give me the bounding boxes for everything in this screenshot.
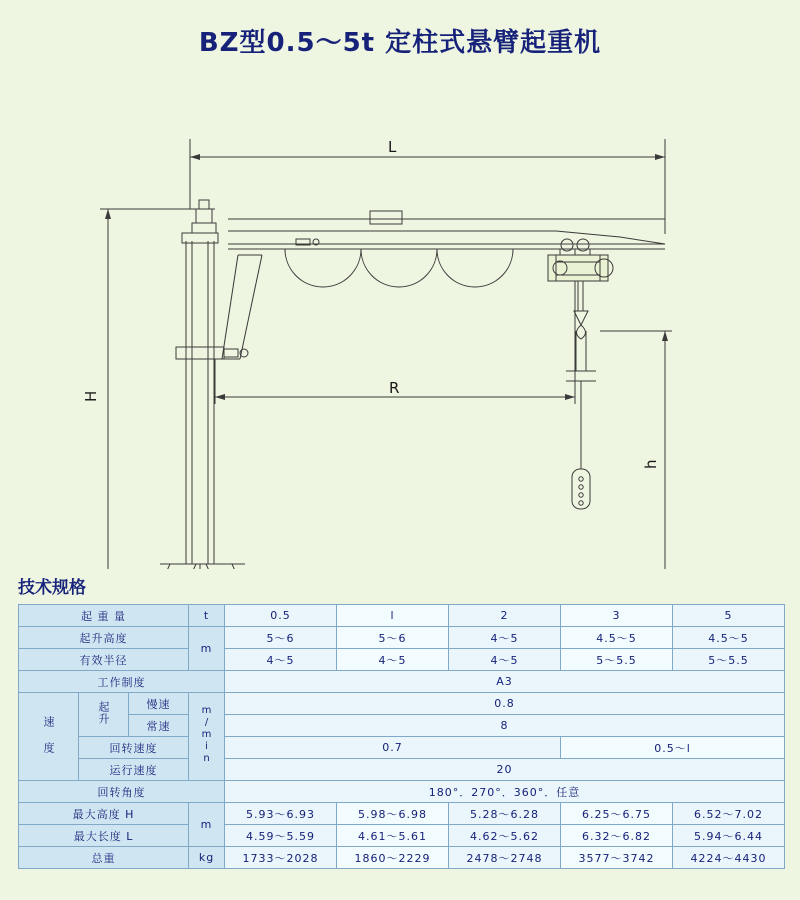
row-label-lift-height: 起升高度 [19, 627, 189, 649]
cell: 5 [673, 605, 785, 627]
cell: 4～5 [337, 649, 449, 671]
cell: 2478～2748 [449, 847, 561, 869]
cell: 5.93～6.93 [225, 803, 337, 825]
cell: 5～6 [337, 627, 449, 649]
page-title: BZ型0.5～5t 定柱式悬臂起重机 [198, 28, 602, 58]
cell: 4.62～5.62 [449, 825, 561, 847]
cell: 4.59～5.59 [225, 825, 337, 847]
group-speed: 速 度 [19, 693, 79, 781]
row-label-duty: 工作制度 [19, 671, 225, 693]
cell: 6.25～6.75 [561, 803, 673, 825]
table-row [19, 847, 785, 869]
cell: 1860～2229 [337, 847, 449, 869]
cell: 3 [561, 605, 673, 627]
row-label-capacity: 起 重 量 [19, 605, 189, 627]
cell: 8 [225, 715, 785, 737]
table-row [19, 825, 785, 847]
row-unit-speed: m/min [189, 693, 225, 781]
table-row [19, 671, 785, 693]
table-row [19, 715, 785, 737]
spec-table [18, 604, 785, 869]
cell: 5～6 [225, 627, 337, 649]
cell: 0.7 [225, 737, 561, 759]
cell: 20 [225, 759, 785, 781]
crane-drawing [0, 59, 800, 569]
cell: 180°．270°．360°．任意 [225, 781, 785, 803]
label-H: H [82, 390, 100, 402]
cell: l [337, 605, 449, 627]
row-label-slew-angle: 回转角度 [19, 781, 225, 803]
row-unit-capacity: t [189, 605, 225, 627]
cell: 4～5 [449, 627, 561, 649]
row-label-slow: 慢速 [129, 693, 189, 715]
cell: 6.52～7.02 [673, 803, 785, 825]
row-label-travel-speed: 运行速度 [79, 759, 189, 781]
cell: 3577～3742 [561, 847, 673, 869]
cell: 5.28～6.28 [449, 803, 561, 825]
table-row [19, 649, 785, 671]
spec-heading: 技术规格 [18, 578, 86, 598]
cell: 4.5～5 [673, 627, 785, 649]
table-row [19, 781, 785, 803]
label-R: R [389, 379, 400, 397]
table-row [19, 693, 785, 715]
row-label-slew-speed: 回转速度 [79, 737, 189, 759]
table-row [19, 627, 785, 649]
cell: 5～5.5 [561, 649, 673, 671]
crane-diagram [0, 59, 800, 569]
cell: 4224～4430 [673, 847, 785, 869]
cell: 5～5.5 [673, 649, 785, 671]
cell: 6.32～6.82 [561, 825, 673, 847]
cell: 0.5～l [561, 737, 785, 759]
table-row [19, 605, 785, 627]
cell: 0.5 [225, 605, 337, 627]
label-h: h [642, 459, 660, 469]
row-unit-kg: kg [189, 847, 225, 869]
row-unit-m2: m [189, 803, 225, 847]
row-label-max-length: 最大长度 L [19, 825, 189, 847]
table-row [19, 737, 785, 759]
cell: 4.5～5 [561, 627, 673, 649]
table-row [19, 759, 785, 781]
row-label-total-weight: 总重 [19, 847, 189, 869]
row-unit-m: m [189, 627, 225, 671]
cell: 5.98～6.98 [337, 803, 449, 825]
cell: 5.94～6.44 [673, 825, 785, 847]
label-L: L [388, 138, 397, 156]
cell: 0.8 [225, 693, 785, 715]
group-lift: 起升 [79, 693, 129, 737]
cell: 4.61～5.61 [337, 825, 449, 847]
row-label-radius: 有效半径 [19, 649, 189, 671]
cell: 4～5 [225, 649, 337, 671]
cell: 2 [449, 605, 561, 627]
cell: 4～5 [449, 649, 561, 671]
row-label-normal: 常速 [129, 715, 189, 737]
row-label-max-height: 最大高度 H [19, 803, 189, 825]
table-row [19, 803, 785, 825]
cell: 1733～2028 [225, 847, 337, 869]
cell: A3 [225, 671, 785, 693]
